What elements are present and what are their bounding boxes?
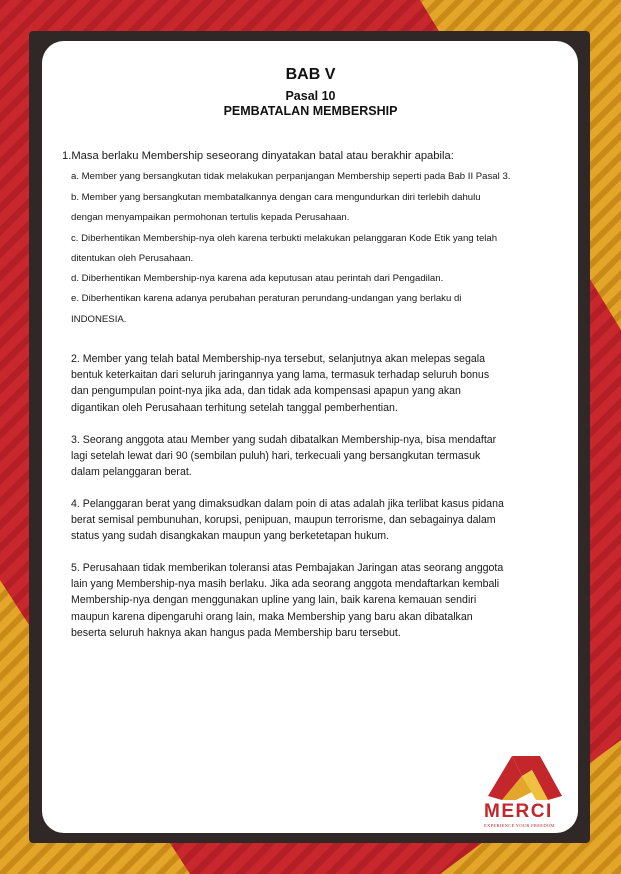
clause-1-item: c. Diberhentikan Membership-nya oleh karena terbukti melakukan pelanggaran Kode Etik yang telah xyxy=(71,233,498,244)
clause-5 xyxy=(71,560,561,641)
clause-1-item: b. Member yang bersangkutan membatalkannya dengan cara mengundurkan diri terlebih dahulu xyxy=(71,192,481,203)
clause-2-line: dan pengumpulan point-nya jika ada, dan tidak ada kompensasi apapun yang akan xyxy=(71,385,461,398)
clause-4-line: status yang sudah disangkakan maupun yang berketetapan hukum. xyxy=(71,530,390,543)
clause-1-item: ditentukan oleh Perusahaan. xyxy=(71,253,194,264)
clause-1-item: a. Member yang bersangkutan tidak melakukan perpanjangan Membership seperti pada Bab II Pasal 3. xyxy=(71,171,511,182)
clause-4-line: berat semisal pembunuhan, korupsi, penipuan, maupun terrorisme, dan sebagainya dalam xyxy=(71,514,496,527)
chapter-title: BAB V xyxy=(285,66,336,83)
clause-2-line: 2. Member yang telah batal Membership-nya tersebut, selanjutnya akan melepas segala xyxy=(71,353,485,365)
logo-tagline: EXPERIENCE YOUR FREEDOM xyxy=(484,823,555,828)
clause-3-line: lagi setelah lewat dari 90 (sembilan puluh) hari, terkecuali yang bersangkutan termasuk xyxy=(71,450,481,463)
clause-3-line: 3. Seorang anggota atau Member yang sudah dibatalkan Membership-nya, bisa mendaftar xyxy=(71,434,497,446)
logo-wordmark: MERCI xyxy=(484,801,553,822)
article-title: Pasal 10 xyxy=(285,89,336,103)
clause-5-line: lain yang Membership-nya masih berlaku. Jika ada seorang anggota mendaftarkan kembali xyxy=(71,578,500,591)
clause-1-item: e. Diberhentikan karena adanya perubahan peraturan perundang-undangan yang berlaku di xyxy=(71,293,462,304)
clause-1-item: d. Diberhentikan Membership-nya karena ada keputusan atau perintah dari Pengadilan. xyxy=(71,273,444,284)
article-subject: PEMBATALAN MEMBERSHIP xyxy=(223,104,398,118)
clause-2-line: digantikan oleh Perusahaan terhitung setelah tanggal pemberhentian. xyxy=(71,401,398,414)
clause-1-item: dengan menyampaikan permohonan tertulis kepada Perusahaan. xyxy=(71,212,350,223)
clause-5-line: 5. Perusahaan tidak memberikan toleransi atas Pembajakan Jaringan atas seorang anggota xyxy=(71,562,504,574)
clause-4 xyxy=(71,496,561,545)
clause-1-lead: 1.Masa berlaku Membership seseorang dinyatakan batal atau berakhir apabila: xyxy=(62,150,454,162)
clause-5-line: Membership-nya dengan menggunakan upline yang lain, baik karena kemauan sendiri xyxy=(71,594,477,607)
clause-3 xyxy=(71,432,561,481)
clause-2 xyxy=(71,351,561,416)
clause-2-line: bentuk keterkaitan dari seluruh jaringannya yang lama, termasuk terhadap seluruh bonus xyxy=(71,369,490,382)
clause-3-line: dalam pelanggaran berat. xyxy=(71,466,192,479)
clause-1-item: INDONESIA. xyxy=(71,314,127,325)
clause-4-line: 4. Pelanggaran berat yang dimaksudkan dalam poin di atas adalah jika terlibat kasus pidana xyxy=(71,498,504,510)
clause-5-line: beserta seluruh haknya akan hangus pada Membership baru tersebut. xyxy=(71,626,401,639)
clause-5-line: maupun karena dipengaruhi orang lain, maka Membership yang baru akan dibatalkan xyxy=(71,610,473,623)
